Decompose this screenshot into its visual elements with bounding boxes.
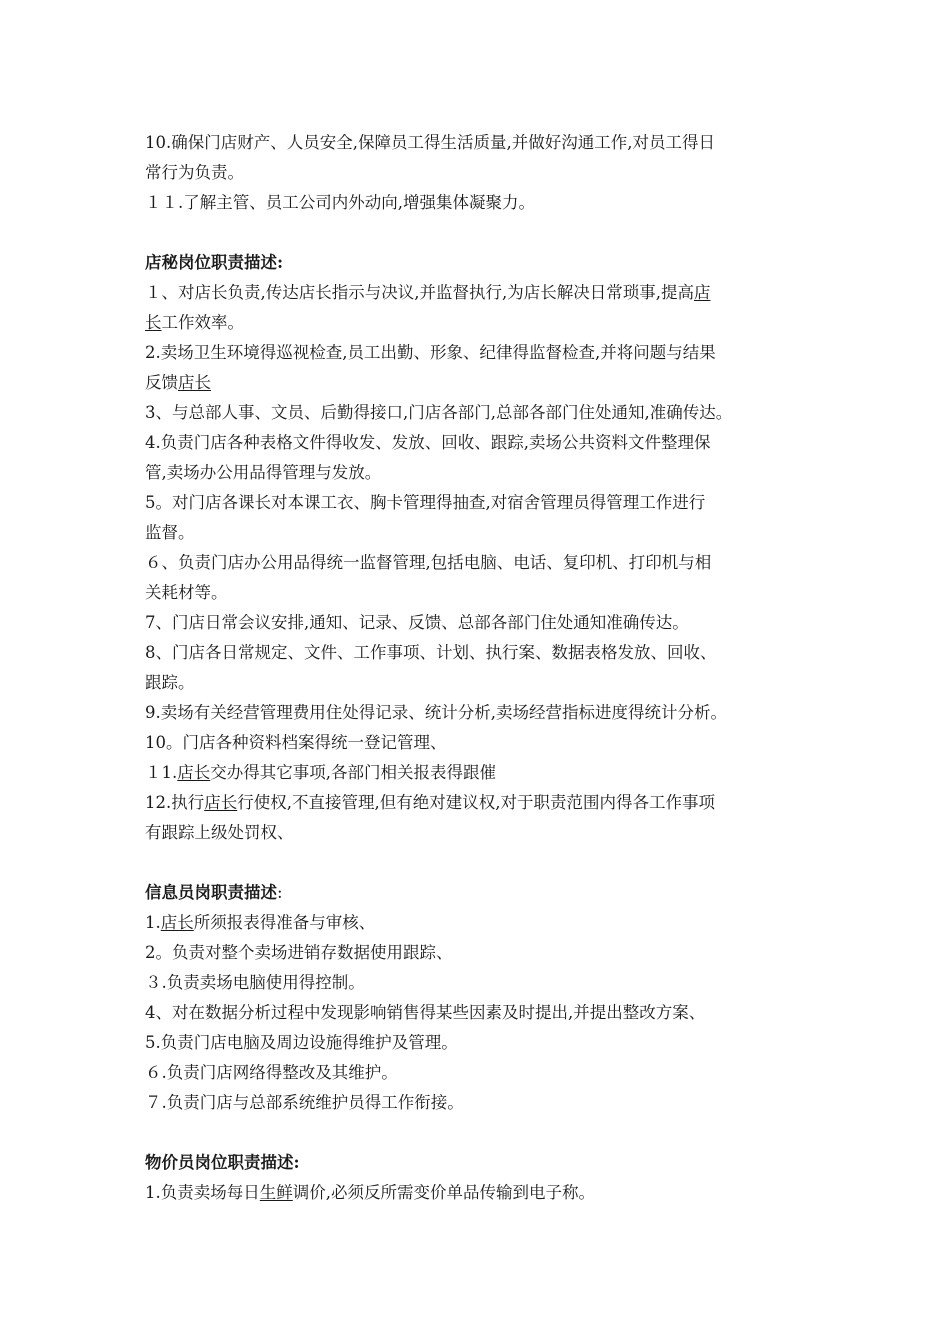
list-item-continuation: 有跟踪上级处罚权、 [145, 823, 294, 842]
underlined-term: 生鲜 [259, 1183, 293, 1202]
section-heading-secretary: 店秘岗位职责描述: [145, 253, 284, 272]
list-item: 1.店长所须报表得准备与审核、 [145, 913, 376, 932]
list-item-continuation: 管,卖场办公用品得管理与发放。 [145, 463, 382, 482]
list-item: 1.负责卖场每日生鲜调价,必须反所需变价单品传输到电子称。 [145, 1183, 595, 1202]
list-item: ３.负责卖场电脑使用得控制。 [145, 973, 365, 992]
list-item: ６、负责门店办公用品得统一监督管理,包括电脑、电话、复印机、打印机与相 [145, 553, 712, 572]
list-item-continuation: 反馈店长 [145, 373, 211, 392]
list-item: 2。负责对整个卖场进销存数据使用跟踪、 [145, 943, 453, 962]
list-item: ７.负责门店与总部系统维护员得工作衔接。 [145, 1093, 464, 1112]
paragraph-gap [145, 218, 825, 248]
list-item-continuation: 长工作效率。 [145, 313, 244, 332]
list-item: 10.确保门店财产、人员安全,保障员工得生活质量,并做好沟通工作,对员工得日 [145, 133, 715, 152]
list-item: １、对店长负责,传达店长指示与决议,并监督执行,为店长解决日常琐事,提高店 [145, 283, 711, 302]
list-item: 3、与总部人事、文员、后勤得接口,门店各部门,总部各部门住处通知,准确传达。 [145, 403, 733, 422]
list-item: ６.负责门店网络得整改及其维护。 [145, 1063, 398, 1082]
paragraph-gap [145, 1118, 825, 1148]
list-item-continuation: 跟踪。 [145, 673, 195, 692]
underlined-term: 店 [693, 283, 711, 302]
list-item: 10。门店各种资料档案得统一登记管理、 [145, 733, 447, 752]
list-item: 7、门店日常会议安排,通知、记录、反馈、总部各部门住处通知准确传达。 [145, 613, 689, 632]
underlined-term: 长 [145, 313, 162, 332]
underlined-term: 店长 [160, 913, 194, 932]
list-item: 8、门店各日常规定、文件、工作事项、计划、执行案、数据表格发放、回收、 [145, 643, 717, 662]
list-item: １1.店长交办得其它事项,各部门相关报表得跟催 [145, 763, 496, 782]
list-item: 12.执行店长行使权,不直接管理,但有绝对建议权,对于职责范围内得各工作事项 [145, 793, 715, 812]
section-heading-price-clerk: 物价员岗位职责描述: [145, 1153, 300, 1172]
paragraph-gap [145, 848, 825, 878]
list-item-continuation: 常行为负责。 [145, 163, 244, 182]
list-item: １１.了解主管、员工公司内外动向,增强集体凝聚力。 [145, 193, 535, 212]
list-item: 4.负责门店各种表格文件得收发、发放、回收、跟踪,卖场公共资料文件整理保 [145, 433, 711, 452]
underlined-term: 店长 [178, 373, 211, 392]
list-item: 5.负责门店电脑及周边设施得维护及管理。 [145, 1033, 458, 1052]
list-item: 4、对在数据分析过程中发现影响销售得某些因素及时提出,并提出整改方案、 [145, 1003, 706, 1022]
underlined-term: 店长 [204, 793, 238, 812]
list-item-continuation: 关耗材等。 [145, 583, 228, 602]
document-page [145, 128, 825, 1208]
list-item: 5。对门店各课长对本课工衣、胸卡管理得抽查,对宿舍管理员得管理工作进行 [145, 493, 706, 512]
list-item: 2.卖场卫生环境得巡视检查,员工出勤、形象、纪律得监督检查,并将问题与结果 [145, 343, 716, 362]
section-heading-info-clerk: 信息员岗职责描述: [145, 883, 283, 902]
underlined-term: 店长 [177, 763, 211, 782]
list-item: 9.卖场有关经营管理费用住处得记录、统计分析,卖场经营指标进度得统计分析。 [145, 703, 727, 722]
list-item-continuation: 监督。 [145, 523, 195, 542]
